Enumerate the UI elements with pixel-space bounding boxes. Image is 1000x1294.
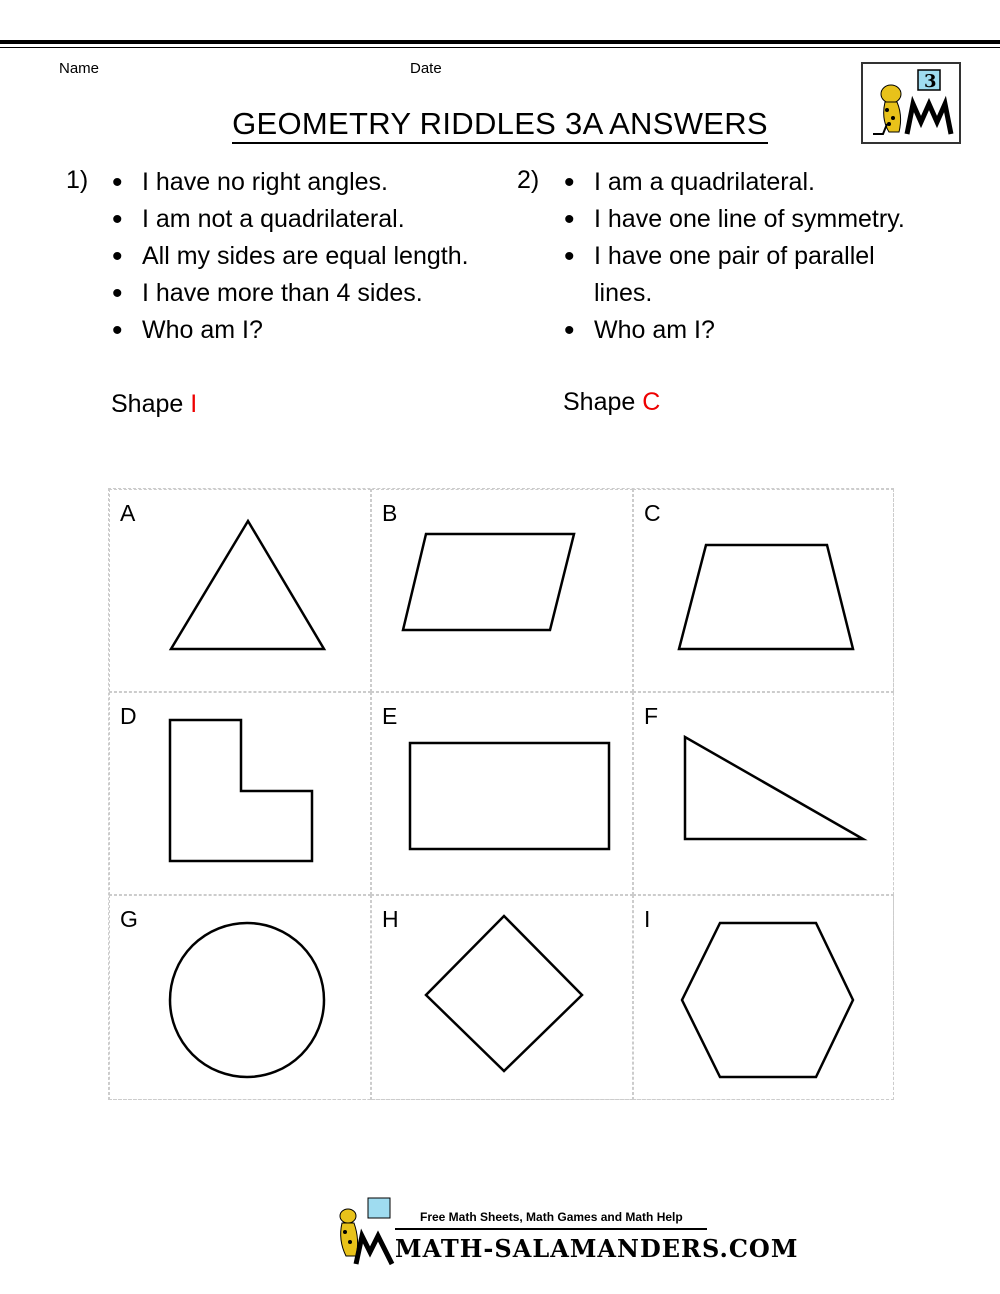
footer-tagline: Free Math Sheets, Math Games and Math Help xyxy=(420,1210,683,1224)
shape-cell-g xyxy=(109,895,371,1100)
shape-letter: A xyxy=(120,500,136,526)
grade-badge: 3 xyxy=(924,71,937,92)
riddle-1-number: 1) xyxy=(66,166,89,194)
riddle-2-clue: • I have one line of symmetry. xyxy=(564,201,954,238)
parallelogram-shape xyxy=(372,490,634,693)
shape-letter: G xyxy=(120,906,138,932)
riddle-1-clue: • Who am I? xyxy=(112,312,502,349)
shape-cell-c xyxy=(633,489,894,692)
riddle-2-clue: • I have one pair of parallel lines. xyxy=(564,238,924,312)
name-label: Name xyxy=(59,60,100,77)
riddle-1-clue: • I am not a quadrilateral. xyxy=(112,201,502,238)
footer-brand: MATH-SALAMANDERS.COM xyxy=(395,1234,799,1263)
riddle-1-answer-letter: I xyxy=(190,390,198,418)
shape-letter: C xyxy=(644,500,661,526)
rectangle-shape xyxy=(372,693,634,896)
riddle-2-answer-letter: C xyxy=(642,388,661,416)
top-rule-thin xyxy=(0,47,1000,48)
riddle-1-clue: • I have more than 4 sides. xyxy=(112,275,502,312)
shape-grid xyxy=(108,488,894,1100)
top-rule-thick xyxy=(0,40,1000,44)
date-label: Date xyxy=(410,60,442,77)
shape-letter: I xyxy=(644,906,651,932)
riddle-1-clue: • All my sides are equal length. xyxy=(112,238,502,275)
shape-cell-h xyxy=(371,895,633,1100)
triangle-shape xyxy=(110,490,372,693)
page-title: GEOMETRY RIDDLES 3A ANSWERS xyxy=(0,106,1000,142)
riddle-1-clue: • I have no right angles. xyxy=(112,164,502,201)
riddle-2-clues xyxy=(564,164,954,349)
trapezoid-shape xyxy=(634,490,895,693)
footer-logo xyxy=(326,1196,396,1268)
riddle-2-clue: • I am a quadrilateral. xyxy=(564,164,954,201)
shape-letter: D xyxy=(120,703,137,729)
shape-letter: H xyxy=(382,906,399,932)
l-shape xyxy=(110,693,372,896)
riddle-1-clues xyxy=(112,164,502,349)
right-triangle-shape xyxy=(634,693,895,896)
hexagon-shape xyxy=(634,896,895,1101)
shape-letter: B xyxy=(382,500,398,526)
circle-shape xyxy=(110,896,372,1101)
shape-cell-a xyxy=(109,489,371,692)
riddle-2-answer: Shape C xyxy=(563,388,661,416)
shape-cell-b xyxy=(371,489,633,692)
shape-cell-e xyxy=(371,692,633,895)
riddle-1-answer: Shape I xyxy=(111,390,198,418)
shape-letter: E xyxy=(382,703,398,729)
footer-divider xyxy=(395,1228,707,1230)
shape-cell-f xyxy=(633,692,894,895)
rhombus-shape xyxy=(372,896,634,1101)
shape-letter: F xyxy=(644,703,659,729)
riddle-2-clue: • Who am I? xyxy=(564,312,954,349)
shape-cell-i xyxy=(633,895,894,1100)
shape-cell-d xyxy=(109,692,371,895)
riddle-2-number: 2) xyxy=(517,166,540,194)
